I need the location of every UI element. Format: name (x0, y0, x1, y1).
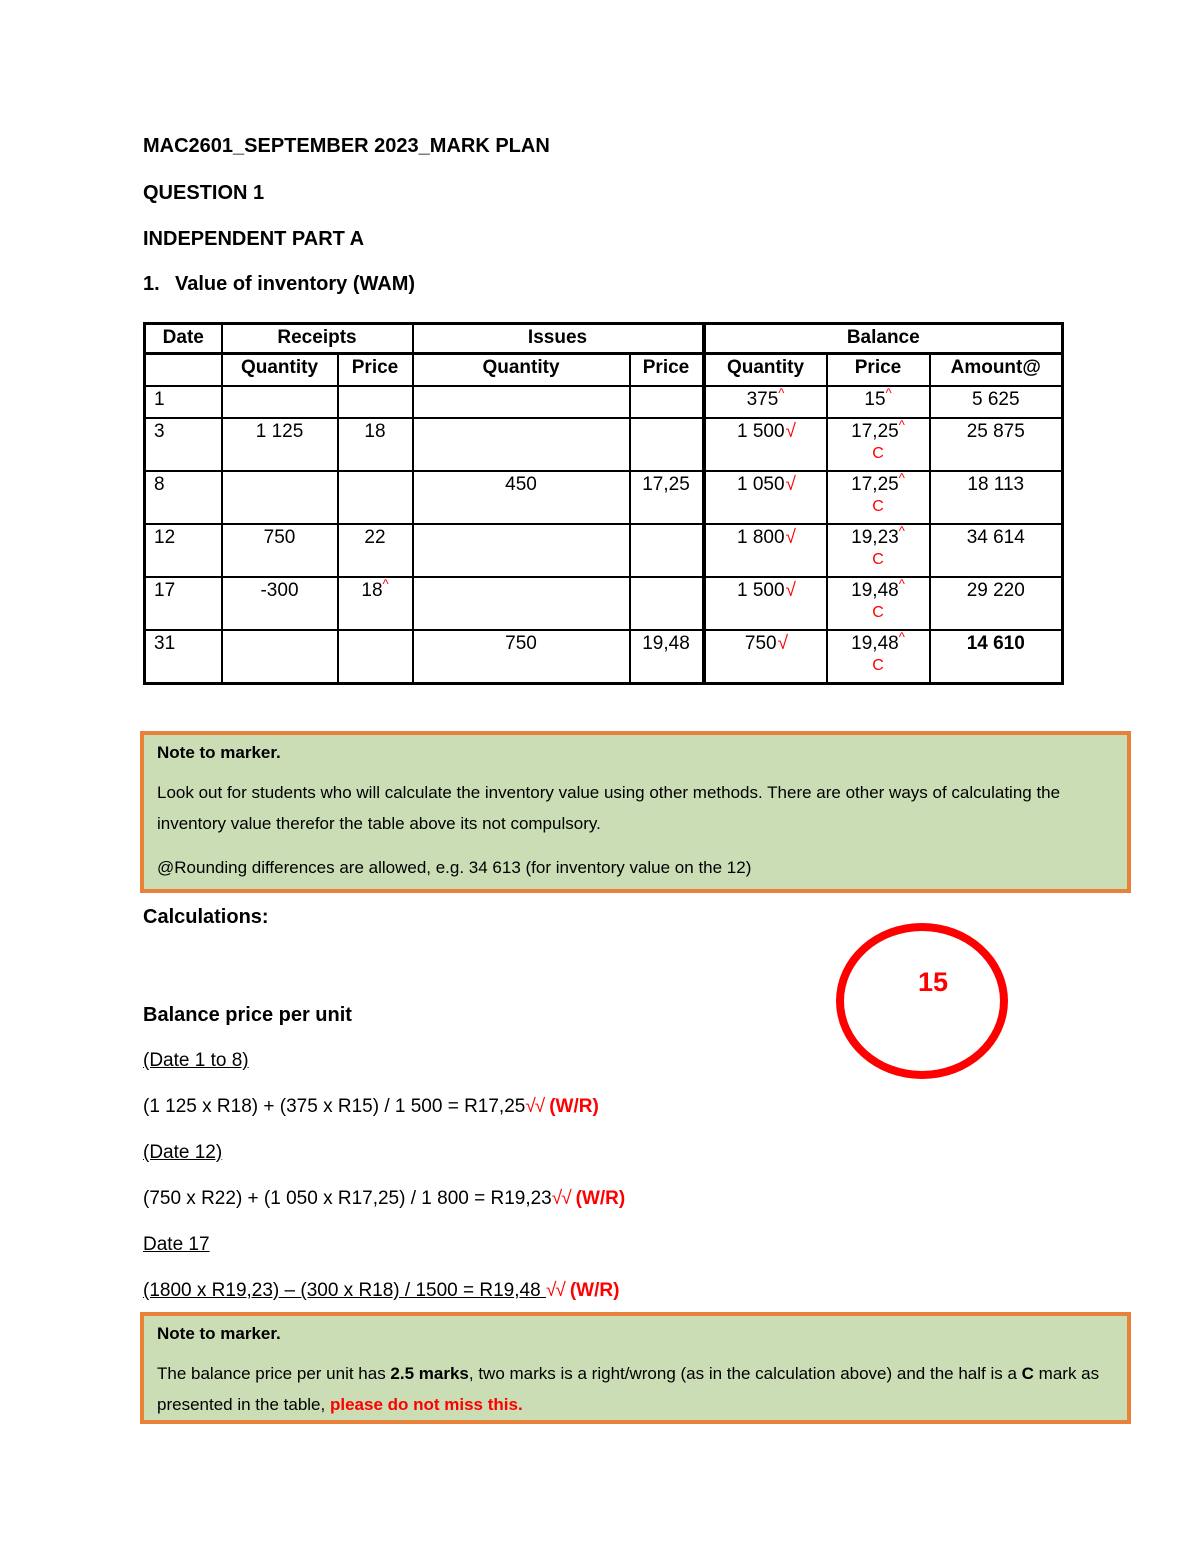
table-row (145, 471, 1063, 524)
cell-balance-quantity: 1 050√ (704, 471, 827, 524)
col-subheader-empty (145, 354, 222, 387)
col-subheader-issue-quantity: Quantity (413, 354, 630, 387)
part-heading: INDEPENDENT PART A (143, 228, 365, 250)
check-mark: √ (785, 474, 794, 495)
table-row (145, 418, 1063, 471)
c-mark: C (872, 604, 884, 621)
note-segment: 2.5 marks (390, 1364, 469, 1383)
cell-issue-quantity (413, 577, 630, 630)
caret-mark: ^ (382, 577, 389, 592)
cell-issue-quantity (413, 418, 630, 471)
check-marks: √√ (545, 1280, 565, 1301)
check-mark: √ (785, 580, 794, 601)
col-subheader-balance-amount: Amount@ (930, 354, 1063, 387)
check-mark: √ (777, 633, 787, 654)
cell-balance-price: 17,25^ C (827, 418, 930, 471)
note-to-marker-marks (140, 1312, 1131, 1424)
cell-issue-price: 17,25 (630, 471, 704, 524)
cell-date: 12 (145, 524, 222, 577)
right-wrong-mark: (W/R) (549, 1096, 599, 1117)
calc-formula (143, 1096, 1043, 1118)
calc-items (143, 1050, 1043, 1302)
check-mark: √ (785, 527, 794, 548)
c-mark: C (872, 445, 884, 462)
calculations-section (143, 1004, 1043, 1326)
cell-balance-quantity: 375^ (704, 386, 827, 418)
item-title: Value of inventory (WAM) (175, 273, 416, 295)
caret-mark: ^ (898, 630, 905, 645)
caret-mark: ^ (898, 418, 905, 433)
table-sub-header-row (145, 354, 1063, 387)
note-to-marker-rounding (140, 731, 1131, 893)
caret-mark: ^ (778, 386, 785, 401)
table-row (145, 630, 1063, 684)
caret-mark: ^ (898, 524, 905, 539)
col-subheader-balance-price: Price (827, 354, 930, 387)
caret-mark: ^ (898, 471, 905, 486)
table-row (145, 386, 1063, 418)
col-subheader-receipt-quantity: Quantity (222, 354, 338, 387)
note-heading: Note to marker. (157, 1324, 281, 1343)
cell-issue-quantity: 450 (413, 471, 630, 524)
caret-mark: ^ (885, 386, 892, 401)
col-header-date: Date (145, 324, 222, 354)
col-header-receipts: Receipts (222, 324, 413, 354)
total-marks-value: 15 (918, 967, 949, 997)
calc-formula (143, 1188, 1043, 1210)
cell-receipt-price: 18^ (338, 577, 413, 630)
col-subheader-issue-price: Price (630, 354, 704, 387)
cell-receipt-price (338, 630, 413, 684)
note-paragraph: Look out for students who will calculate the inventory value using other methods. There are other ways of calculating the inventory value therefor the table above its not compulsory. (157, 783, 1061, 833)
cell-issue-price (630, 418, 704, 471)
c-mark: C (872, 498, 884, 515)
cell-balance-amount: 34 614 (930, 524, 1063, 577)
calc-date-label: Date 17 (143, 1234, 210, 1255)
cell-receipt-quantity (222, 471, 338, 524)
cell-balance-quantity: 750√ (704, 630, 827, 684)
calc-date-label: (Date 1 to 8) (143, 1050, 249, 1071)
item-heading (143, 273, 415, 296)
caret-mark: ^ (898, 577, 905, 592)
cell-issue-price (630, 577, 704, 630)
cell-receipt-quantity (222, 386, 338, 418)
cell-date: 3 (145, 418, 222, 471)
calc-formula-text: (1800 x R19,23) – (300 x R18) / 1500 = R19,48 (143, 1280, 546, 1301)
cell-receipt-price: 18 (338, 418, 413, 471)
note-segment: please do not miss this. (329, 1395, 523, 1414)
cell-receipt-quantity: -300 (222, 577, 338, 630)
cell-balance-amount: 5 625 (930, 386, 1063, 418)
cell-issue-quantity (413, 386, 630, 418)
note-paragraph: @Rounding differences are allowed, e.g. 34 613 (for inventory value on the 12) (157, 858, 752, 877)
col-subheader-balance-quantity: Quantity (704, 354, 827, 387)
check-mark: √ (785, 421, 794, 442)
cell-date: 17 (145, 577, 222, 630)
cell-receipt-price (338, 471, 413, 524)
c-mark: C (872, 551, 884, 568)
cell-issue-quantity (413, 524, 630, 577)
table-row (145, 524, 1063, 577)
table-group-header-row (145, 324, 1063, 354)
right-wrong-mark: (W/R) (569, 1280, 620, 1301)
cell-receipt-price: 22 (338, 524, 413, 577)
inventory-table (143, 322, 1064, 685)
calculations-heading: Calculations: (143, 906, 269, 928)
c-mark: C (872, 657, 884, 674)
note-segment: The balance price per unit has (157, 1364, 391, 1383)
cell-issue-price (630, 386, 704, 418)
calc-formula-text: (750 x R22) + (1 050 x R17,25) / 1 800 = R19,23 (143, 1188, 552, 1209)
cell-balance-price: 19,23^ C (827, 524, 930, 577)
cell-balance-quantity: 1 500√ (704, 577, 827, 630)
cell-receipt-quantity (222, 630, 338, 684)
cell-receipt-quantity: 1 125 (222, 418, 338, 471)
calc-formula-text: (1 125 x R18) + (375 x R15) / 1 500 = R17,25 (143, 1096, 526, 1117)
cell-balance-price: 17,25^ C (827, 471, 930, 524)
cell-issue-price (630, 524, 704, 577)
cell-date: 8 (145, 471, 222, 524)
cell-issue-quantity: 750 (413, 630, 630, 684)
cell-balance-amount: 18 113 (930, 471, 1063, 524)
calc-subheading: Balance price per unit (143, 1004, 352, 1026)
col-header-balance: Balance (704, 324, 1063, 354)
col-header-issues: Issues (413, 324, 704, 354)
cell-date: 1 (145, 386, 222, 418)
cell-balance-price: 19,48^ C (827, 577, 930, 630)
item-number: 1. (143, 273, 160, 295)
right-wrong-mark: (W/R) (575, 1188, 626, 1209)
calc-date-label: (Date 12) (143, 1142, 223, 1163)
cell-receipt-price (338, 386, 413, 418)
calc-formula (143, 1280, 1043, 1302)
note-segment: , two marks is a right/wrong (as in the calculation above) and the half is a (468, 1364, 1022, 1383)
note-segment: mark as presented in the table, (157, 1364, 1100, 1414)
cell-balance-price: 15^ (827, 386, 930, 418)
check-marks: √√ (525, 1096, 545, 1117)
cell-balance-price: 19,48^ C (827, 630, 930, 684)
note-paragraph (157, 1358, 1114, 1420)
cell-receipt-quantity: 750 (222, 524, 338, 577)
note-heading: Note to marker. (157, 743, 281, 762)
document-title: MAC2601_SEPTEMBER 2023_MARK PLAN (143, 135, 550, 157)
check-marks: √√ (551, 1188, 571, 1209)
inventory-table-body (145, 386, 1063, 684)
cell-date: 31 (145, 630, 222, 684)
col-subheader-receipt-price: Price (338, 354, 413, 387)
cell-balance-amount: 29 220 (930, 577, 1063, 630)
cell-issue-price: 19,48 (630, 630, 704, 684)
cell-balance-quantity: 1 800√ (704, 524, 827, 577)
note-segment: C (1021, 1364, 1034, 1383)
table-row (145, 577, 1063, 630)
cell-balance-amount: 25 875 (930, 418, 1063, 471)
question-heading: QUESTION 1 (143, 182, 265, 204)
cell-balance-quantity: 1 500√ (704, 418, 827, 471)
cell-balance-amount: 14 610 (930, 630, 1063, 684)
